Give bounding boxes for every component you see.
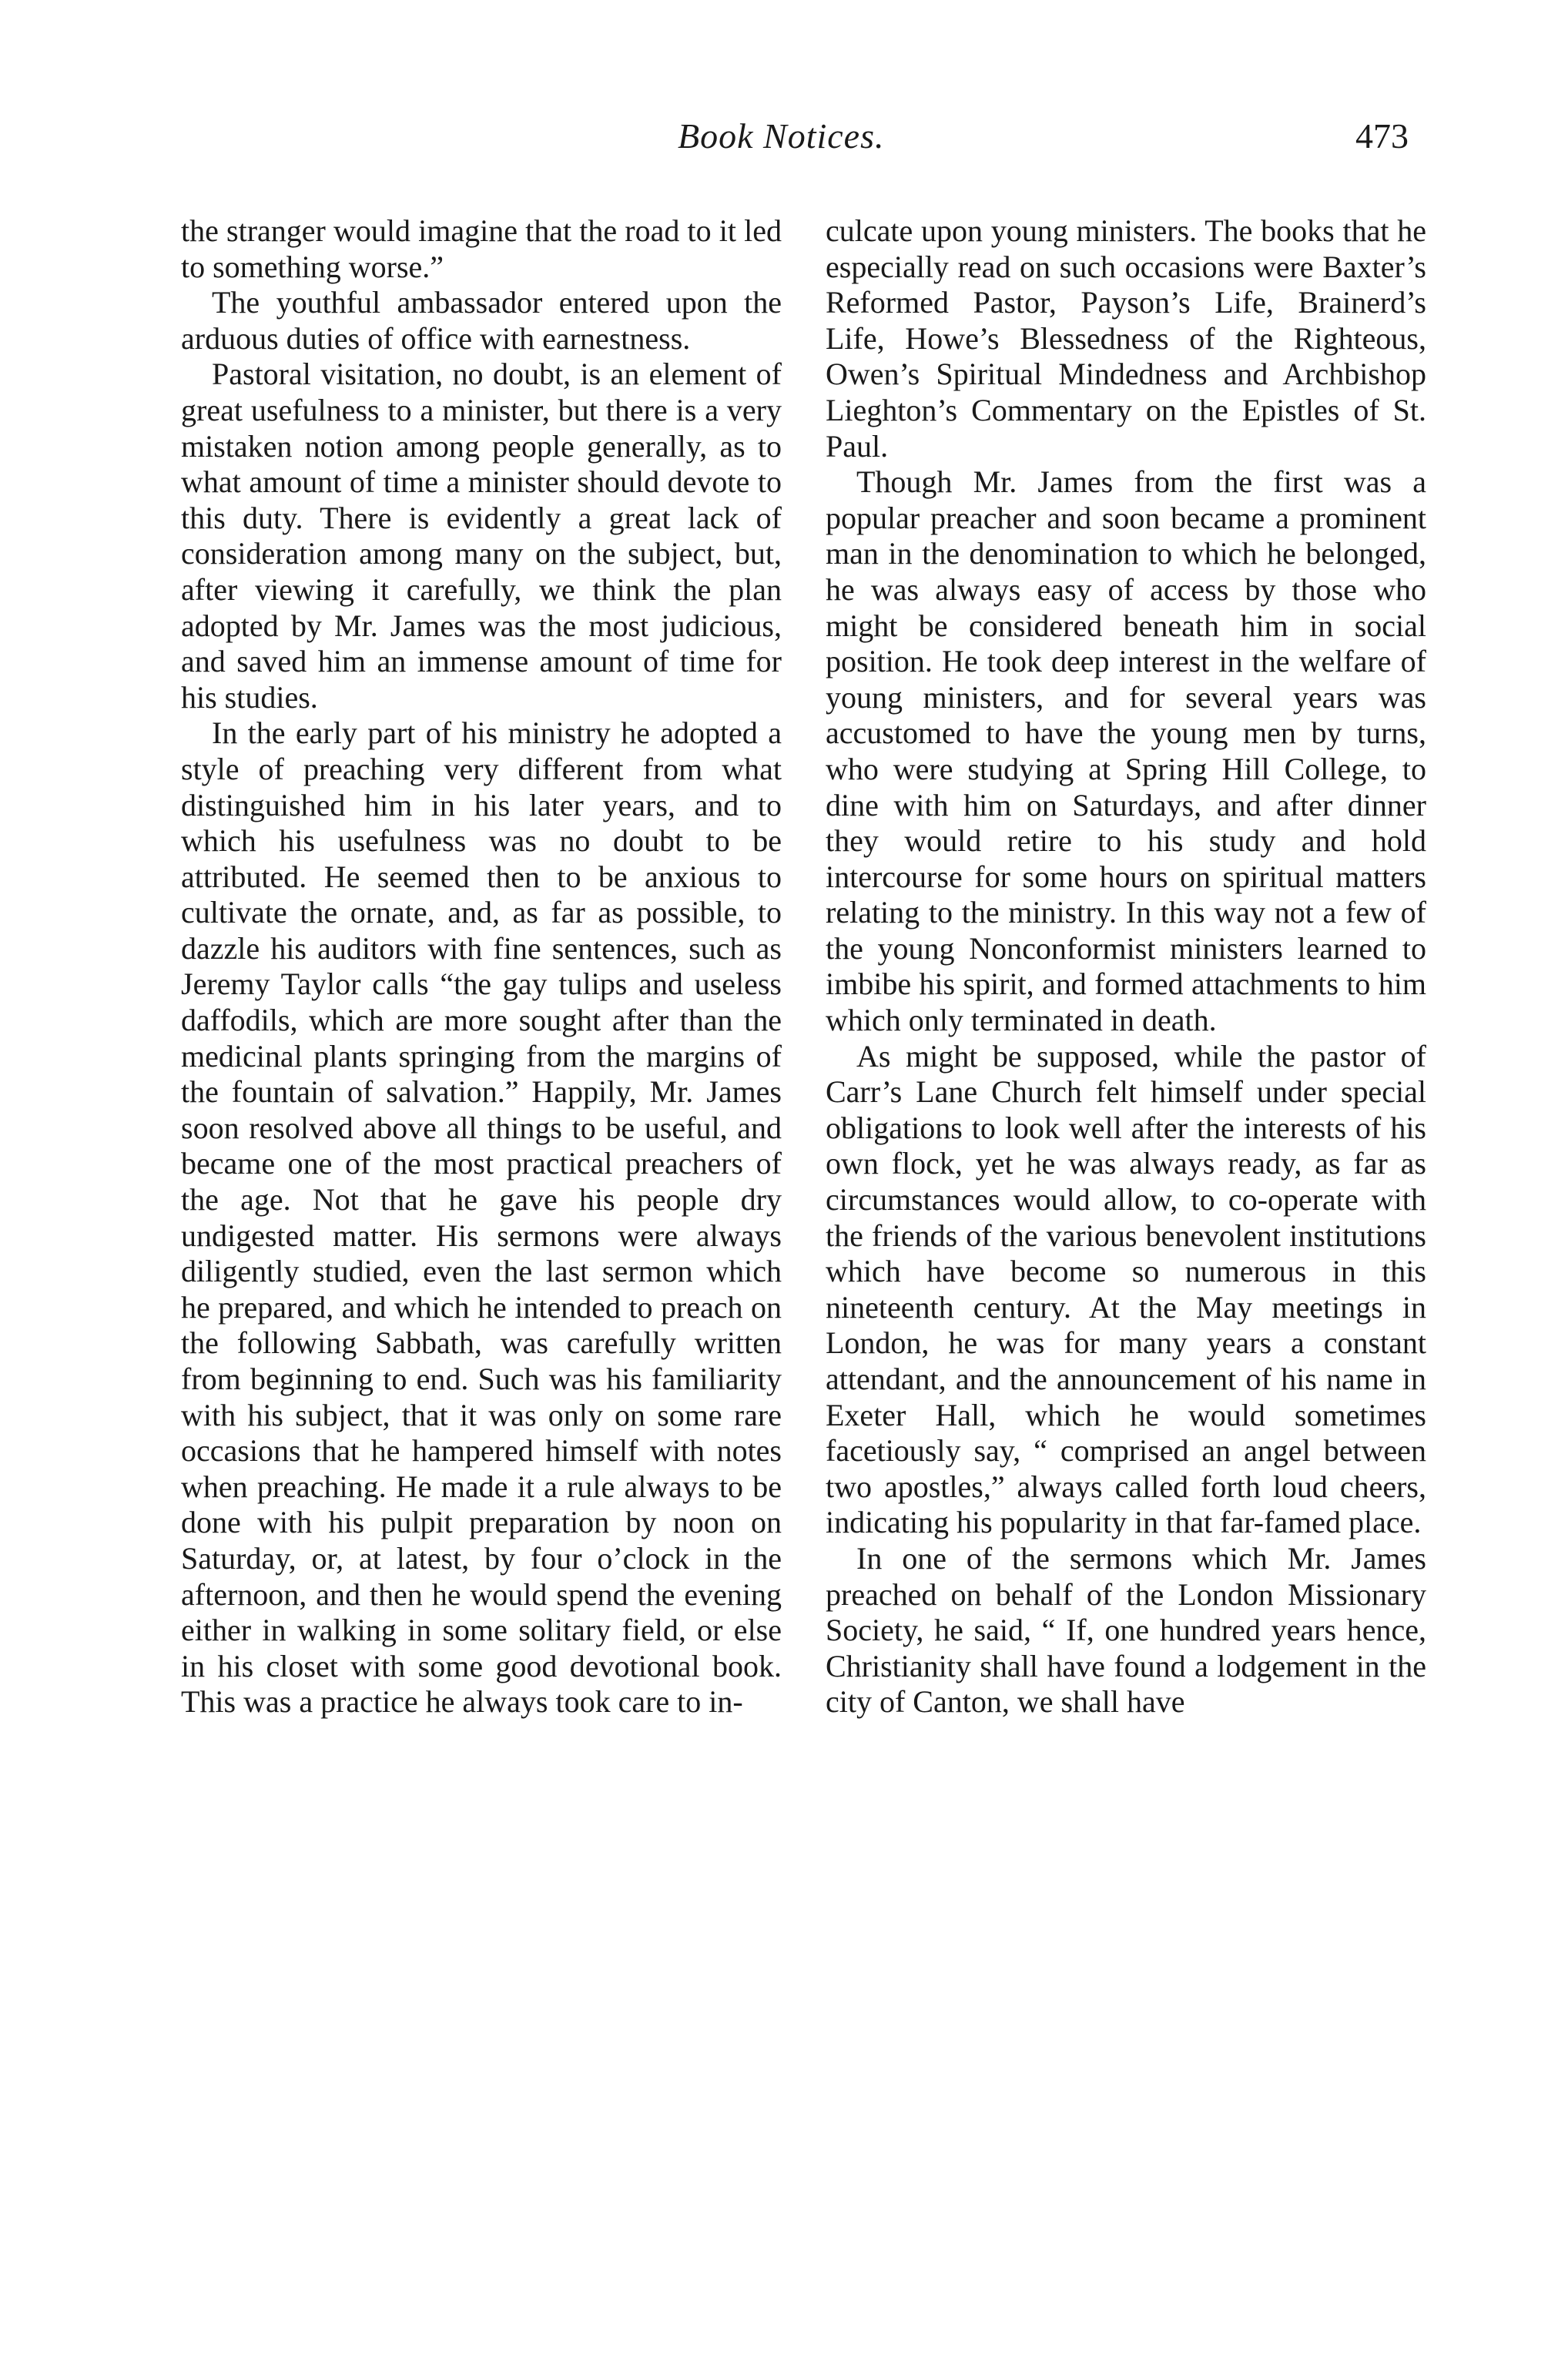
page-number: 473 [1355,116,1409,156]
left-column [181,213,782,1720]
paragraph: the stranger would imagine that the road to it led to something worse.” [181,213,782,284]
running-title: Book Notices. [678,116,885,156]
paragraph: The youthful ambassador entered upon the arduous duties of office with earnestness. [181,285,782,356]
paragraph: As might be supposed, while the pastor of Carr’s Lane Church felt himself under special obligations to look well after the interests of his own flock, yet he was always ready, as far as circumstances would allow, to co-operate with the friends of the various benevolent institutions which have become so numerous in this nineteenth century. At the May meetings in London, he was for many years a constant attendant, and the announcement of his name in Exeter Hall, which he would sometimes facetiously say, “ comprised an angel between two apostles,” always called forth loud cheers, indicating his popularity in that far-famed place. [826,1038,1426,1540]
right-column [826,213,1426,1720]
paragraph: culcate upon young ministers. The books that he especially read on such occasions were Baxter’s Reformed Pastor, Payson’s Life, Brainerd’s Life, Howe’s Blessedness of the Righteous, Owen’s Spiritual Mindedness and Archbishop Lieghton’s Commentary on the Epistles of St. Paul. [826,213,1426,464]
paragraph: In one of the sermons which Mr. James preached on behalf of the London Missionary Society, he said, “ If, one hundred years hence, Christianity shall have found a lodgement in the city of Canton, we shall have [826,1540,1426,1720]
paragraph: Though Mr. James from the first was a popular preacher and soon became a prominent man in the denomination to which he belonged, he was always easy of access by those who might be considered beneath him in social position. He took deep interest in the welfare of young ministers, and for several years was accustomed to have the young men by turns, who were studying at Spring Hill College, to dine with him on Saturdays, and after dinner they would retire to his study and hold intercourse for some hours on spiritual matters relating to the ministry. In this way not a few of the young Nonconformist ministers learned to imbibe his spirit, and formed attachments to him which only terminated in death. [826,464,1426,1038]
paragraph: Pastoral visitation, no doubt, is an element of great usefulness to a minister, but there is a very mistaken notion among people generally, as to what amount of time a minister should devote to this duty. There is evidently a great lack of consideration among many on the subject, but, after viewing it carefully, we think the plan adopted by Mr. James was the most judicious, and saved him an immense amount of time for his studies. [181,357,782,715]
paragraph: In the early part of his ministry he adopted a style of preaching very different from what distinguished him in his later years, and to which his usefulness was no doubt to be attributed. He seemed then to be anxious to cultivate the ornate, and, as far as possible, to dazzle his auditors with fine sentences, such as Jeremy Taylor calls “the gay tulips and useless daffodils, which are more sought after than the medicinal plants springing from the margins of the fountain of salvation.” Happily, Mr. James soon resolved above all things to be useful, and became one of the most practical preachers of the age. Not that he gave his people dry undigested matter. His sermons were always diligently studied, even the last sermon which he prepared, and which he intended to preach on the following Sabbath, was carefully written from beginning to end. Such was his familiarity with his subject, that it was only on some rare occasions that he hampered himself with notes when preaching. He made it a rule always to be done with his pulpit preparation by noon on Saturday, or, at latest, by four o’clock in the afternoon, and then he would spend the evening either in walking in some solitary field, or else in his closet with some good devotional book. This was a practice he always took care to in- [181,715,782,1720]
page-header [0,116,1568,169]
